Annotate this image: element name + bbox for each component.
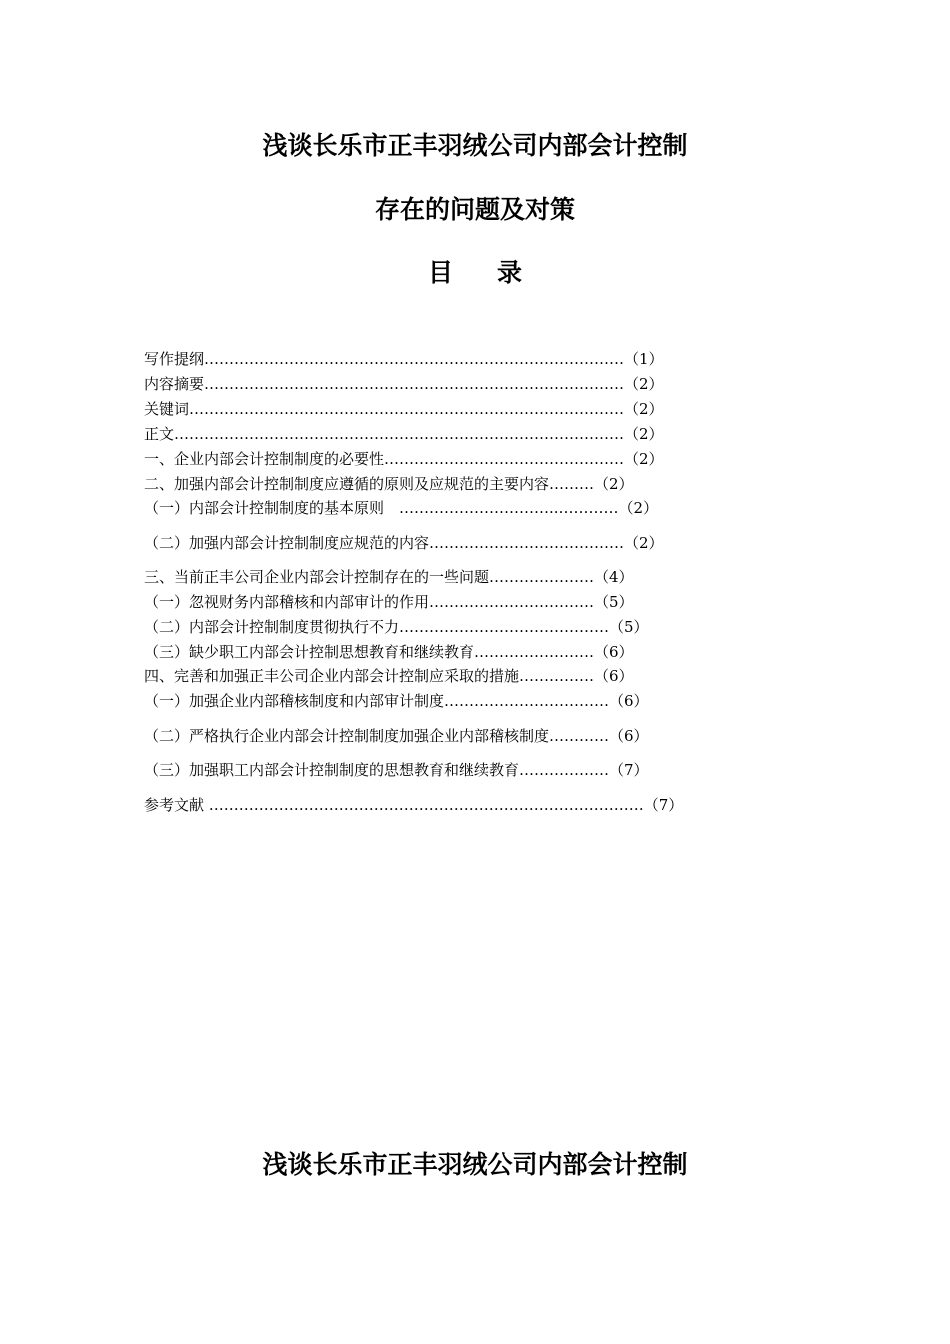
document-title-line1: 浅谈长乐市正丰羽绒公司内部会计控制 [262,131,688,160]
toc-heading [0,258,950,288]
toc-entry-outline: 写作提纲…………………………………………………………………………（1） [144,350,664,368]
toc-heading-char-1: 目 [427,258,453,287]
next-page-title: 浅谈长乐市正丰羽绒公司内部会计控制 [262,1150,688,1179]
toc-entry-section-2-2: （二）加强内部会计控制制度应规范的内容…………………………………（2） [144,534,664,552]
toc-entry-section-4-3: （三）加强职工内部会计控制制度的思想教育和继续教育………………（7） [144,761,649,779]
toc-entry-section-3-1: （一）忽视财务内部稽核和内部审计的作用……………………………（5） [144,593,634,611]
toc-entry-section-1: 一、企业内部会计控制制度的必要性…………………………………………（2） [144,450,664,468]
toc-entry-section-4: 四、完善和加强正丰公司企业内部会计控制应采取的措施……………（6） [144,667,634,685]
toc-entry-section-2: 二、加强内部会计控制制度应遵循的原则及应规范的主要内容………（2） [144,475,634,493]
toc-entry-references: 参考文献 ……………………………………………………………………………（7） [144,796,684,814]
toc-entry-body: 正文………………………………………………………………………………（2） [144,425,664,443]
toc-entry-abstract: 内容摘要…………………………………………………………………………（2） [144,375,664,393]
toc-entry-section-3-3: （三）缺少职工内部会计控制思想教育和继续教育……………………（6） [144,643,634,661]
toc-entry-section-2-1: （一）内部会计控制制度的基本原则 …………………………..…………（2） [144,499,659,517]
toc-entry-section-4-1: （一）加强企业内部稽核制度和内部审计制度……………………………（6） [144,692,649,710]
toc-entry-keywords: 关键词……………………………………………………………………………（2） [144,400,664,418]
toc-entry-section-4-2: （二）严格执行企业内部会计控制制度加强企业内部稽核制度…………（6） [144,727,649,745]
toc-heading-char-2: 录 [497,258,523,287]
toc-entry-section-3-2: （二）内部会计控制制度贯彻执行不力……………………………………（5） [144,618,649,636]
document-title-line2: 存在的问题及对策 [374,195,575,224]
toc-entry-section-3: 三、当前正丰公司企业内部会计控制存在的一些问题…………………（4） [144,568,634,586]
